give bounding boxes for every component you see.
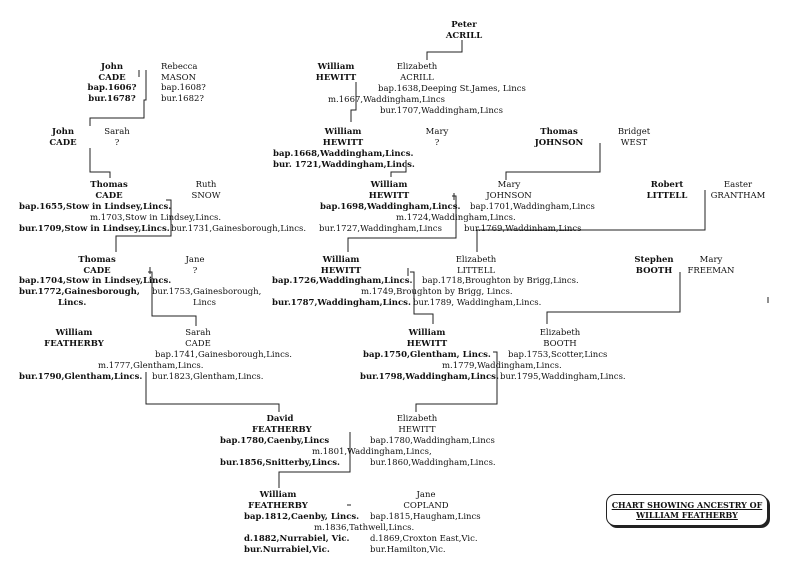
- surname: JOHNSON: [534, 137, 584, 148]
- given-name: William: [259, 490, 297, 500]
- surname: HEWITT: [368, 190, 410, 201]
- person-elizabeth-littell-name: [448, 255, 504, 276]
- sarah-cade-burial: bur.1823,Glentham,Lincs.: [152, 372, 264, 382]
- surname: MASON: [161, 72, 197, 83]
- surname: ?: [192, 265, 198, 276]
- given-name: Bridget: [617, 127, 651, 137]
- elizabeth-hewitt-burial: bur.1860,Waddingham,Lincs.: [370, 458, 496, 468]
- surname: CADE: [185, 338, 211, 349]
- surname: JOHNSON: [486, 190, 532, 201]
- given-name: Easter: [723, 180, 753, 190]
- person-robert-littell: [644, 180, 690, 201]
- surname: CADE: [49, 137, 77, 148]
- surname: ?: [114, 137, 120, 148]
- surname: BOOTH: [635, 265, 673, 276]
- surname: HEWITT: [320, 265, 362, 276]
- chart-title-box: [606, 494, 768, 526]
- baptism: bap.1608?: [161, 83, 206, 93]
- person-william-hewitt-4-name: [316, 255, 366, 276]
- person-bridget-west: [612, 127, 656, 148]
- person-william-hewitt-5-name: [402, 328, 452, 349]
- person-william-featherby-1-name: [44, 328, 104, 349]
- given-name: Elizabeth: [396, 62, 438, 72]
- connector-cade-2: [90, 148, 110, 178]
- given-name: John: [100, 62, 124, 72]
- william-hewitt-2-baptism: bap.1668,Waddingham,Lincs.: [273, 149, 414, 159]
- elizabeth-booth-burial: bur.1795,Waddingham,Lincs.: [500, 372, 626, 382]
- person-ruth-snow-name: [188, 180, 224, 201]
- mary-johnson-baptism: bap.1701,Waddingham,Lincs: [470, 202, 595, 212]
- given-name: Elizabeth: [455, 255, 497, 265]
- person-elizabeth-booth-name: [532, 328, 588, 349]
- given-name: Thomas: [540, 127, 578, 137]
- william-hewitt-2-burial: bur. 1721,Waddingham,Lincs.: [273, 160, 415, 170]
- william-hewitt-4-burial: bur.1787,Waddingham,Lincs.: [272, 298, 411, 308]
- mary-johnson-burial: bur.1769,Waddinham,Lincs: [464, 224, 582, 234]
- surname: CADE: [83, 265, 111, 276]
- jane-copland-death: d.1869,Croxton East,Vic.: [370, 534, 478, 544]
- person-jane-q-name: [178, 255, 212, 276]
- elizabeth-hewitt-marriage: m.1801,Waddingham,Lincs,: [312, 447, 432, 457]
- elizabeth-booth-baptism: bap.1753,Scotter,Lincs: [508, 350, 608, 360]
- given-name: John: [51, 127, 75, 137]
- surname: LITTELL: [457, 265, 495, 276]
- william-hewitt-5-baptism: bap.1750,Glentham, Lincs.: [363, 350, 491, 360]
- person-easter-grantham: [708, 180, 768, 201]
- connector-acrill: [427, 40, 462, 60]
- person-william-featherby-2-name: [248, 490, 308, 511]
- given-name: Jane: [416, 490, 436, 500]
- sarah-cade-marriage: m.1777,Glentham,Lincs.: [98, 361, 204, 371]
- william-hewitt-5-burial: bur.1798,Waddingham,Lincs.: [360, 372, 499, 382]
- william-hewitt-3-baptism: bap.1698,Waddingham,Lincs.: [320, 202, 461, 212]
- surname: FEATHERBY: [248, 500, 308, 511]
- thomas-cade-1-burial: bur.1709,Stow in Lindsey,Lincs.: [19, 224, 170, 234]
- person-sarah-q: [100, 127, 134, 148]
- given-name: Sarah: [185, 328, 211, 338]
- given-name: Mary: [699, 255, 723, 265]
- david-featherby-baptism: bap.1780,Caenby,Lincs: [220, 436, 330, 446]
- jane-q-burial-county: Lincs: [193, 298, 216, 308]
- elizabeth-booth-marriage: m.1779,Waddingham,Lincs.: [442, 361, 562, 371]
- given-name: Elizabeth: [396, 414, 438, 424]
- surname: COPLAND: [403, 500, 449, 511]
- baptism: bap.1606?: [87, 83, 137, 93]
- elizabeth-acrill-marriage: m.1667,Waddingham,Lincs: [328, 95, 445, 105]
- given-name: Robert: [650, 180, 684, 190]
- given-name: Jane: [185, 255, 205, 265]
- connector-johnson: [506, 143, 600, 180]
- jane-copland-baptism: bap.1815,Haugham,Lincs: [370, 512, 481, 522]
- surname: GRANTHAM: [710, 190, 766, 201]
- william-featherby-2-death: d.1882,Nurrabiel, Vic.: [244, 534, 350, 544]
- william-hewitt-3-burial: bur.1727,Waddingham,Lincs: [319, 224, 442, 234]
- person-thomas-cade-2-name: [74, 255, 120, 276]
- ruth-snow-marriage: m.1703,Stow in Lindsey,Lincs.: [90, 213, 222, 223]
- person-jane-copland-name: [396, 490, 456, 511]
- thomas-cade-2-baptism: bap.1704,Stow in Lindsey,Lincs.: [19, 276, 172, 286]
- mary-johnson-marriage: m.1724,Waddingham,Lincs.: [396, 213, 516, 223]
- given-name: David: [266, 414, 294, 424]
- surname: WEST: [620, 137, 648, 148]
- elizabeth-littell-marriage: m.1749,Broughton by Brigg, Lincs.: [361, 287, 513, 297]
- person-david-featherby-name: [252, 414, 312, 435]
- burial: bur.1682?: [161, 93, 204, 104]
- person-thomas-johnson: [534, 127, 584, 148]
- person-elizabeth-hewitt-name: [390, 414, 444, 435]
- surname: HEWITT: [322, 137, 364, 148]
- person-elizabeth-acrill-name: [382, 62, 452, 83]
- person-stephen-booth: [632, 255, 676, 276]
- given-name: Mary: [425, 127, 449, 137]
- person-william-hewitt-2-name: [318, 127, 368, 148]
- surname: HEWITT: [315, 72, 357, 83]
- jane-copland-marriage: m.1836,Tathwell,Lincs.: [314, 523, 415, 533]
- given-name: William: [370, 180, 408, 190]
- surname: FEATHERBY: [252, 424, 312, 435]
- given-name: William: [317, 62, 355, 72]
- william-featherby-1-burial: bur.1790,Glentham,Lincs.: [19, 372, 143, 382]
- surname: ACRILL: [400, 72, 434, 83]
- chart-title-line1: CHART SHOWING ANCESTRY OF: [611, 500, 763, 510]
- given-name: Thomas: [90, 180, 128, 190]
- chart-title-line2: WILLIAM FEATHERBY: [636, 510, 738, 520]
- surname: FEATHERBY: [44, 338, 104, 349]
- given-name: Peter: [451, 20, 477, 30]
- person-mary-johnson-name: [482, 180, 536, 201]
- person-john-cade-1: [84, 62, 140, 104]
- william-hewitt-4-baptism: bap.1726,Waddingham,Lincs.: [272, 276, 413, 286]
- person-sarah-cade-name: [178, 328, 218, 349]
- elizabeth-acrill-baptism: bap.1638,Deeping St.James, Lincs: [378, 84, 526, 94]
- person-john-cade-2: [46, 127, 80, 148]
- surname: HEWITT: [398, 424, 436, 435]
- ruth-snow-burial: bur.1731,Gainesborough,Lincs.: [171, 224, 307, 234]
- person-william-hewitt-3-name: [362, 180, 416, 201]
- william-featherby-2-burial: bur.Nurrabiel,Vic.: [244, 545, 330, 555]
- person-william-hewitt-1: [306, 62, 366, 83]
- sarah-cade-baptism: bap.1741,Gainesborough,Lincs.: [155, 350, 292, 360]
- given-name: Ruth: [195, 180, 217, 190]
- surname: HEWITT: [406, 338, 448, 349]
- jane-q-burial: bur.1753,Gainesborough,: [152, 287, 262, 297]
- elizabeth-acrill-burial: bur.1707,Waddingham,Lincs: [380, 106, 503, 116]
- elizabeth-littell-burial: bur.1789, Waddingham,Lincs.: [413, 298, 542, 308]
- david-featherby-burial: bur.1856,Snitterby,Lincs.: [220, 458, 341, 468]
- person-thomas-cade-1-name: [82, 180, 136, 201]
- given-name: Stephen: [634, 255, 674, 265]
- william-featherby-2-baptism: bap.1812,Caenby, Lincs.: [244, 512, 360, 522]
- person-rebecca-mason: [161, 62, 206, 104]
- elizabeth-hewitt-baptism: bap.1780,Waddingham,Lincs: [370, 436, 495, 446]
- given-name: Thomas: [78, 255, 116, 265]
- thomas-cade-2-burial: bur.1772,Gainesborough,: [19, 287, 140, 297]
- surname: SNOW: [191, 190, 221, 201]
- given-name: Sarah: [104, 127, 130, 137]
- person-mary-freeman: [684, 255, 738, 276]
- surname: CADE: [98, 72, 126, 83]
- jane-copland-burial: bur.Hamilton,Vic.: [370, 545, 446, 555]
- elizabeth-littell-baptism: bap.1718,Broughton by Brigg,Lincs.: [422, 276, 579, 286]
- given-name: William: [324, 127, 362, 137]
- surname: LITTELL: [646, 190, 688, 201]
- thomas-cade-1-baptism: bap.1655,Stow in Lindsey,Lincs.: [19, 202, 172, 212]
- given-name: William: [322, 255, 360, 265]
- surname: CADE: [95, 190, 123, 201]
- given-name: William: [55, 328, 93, 338]
- surname: BOOTH: [543, 338, 577, 349]
- burial: bur.1678?: [88, 93, 136, 104]
- surname: ACRILL: [445, 30, 483, 41]
- surname: FREEMAN: [687, 265, 735, 276]
- given-name: Rebecca: [161, 62, 198, 72]
- thomas-cade-2-burial-county: Lincs.: [58, 298, 87, 308]
- person-peter-acrill: [424, 20, 504, 41]
- given-name: Elizabeth: [539, 328, 581, 338]
- given-name: William: [408, 328, 446, 338]
- surname: ?: [434, 137, 440, 148]
- person-mary-q: [420, 127, 454, 148]
- given-name: Mary: [497, 180, 521, 190]
